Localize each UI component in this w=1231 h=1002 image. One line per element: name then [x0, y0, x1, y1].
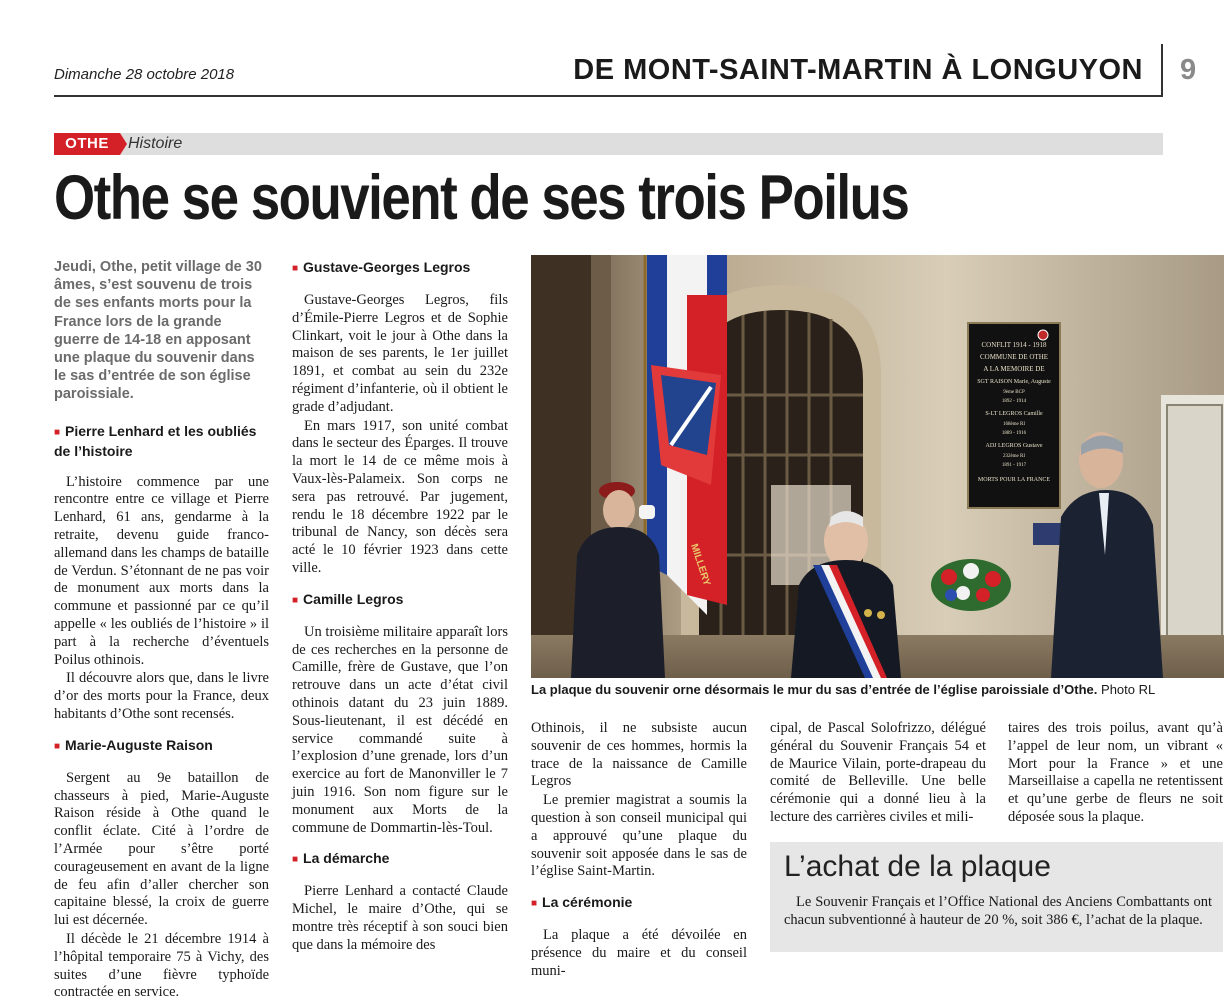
paragraph: Othinois, il ne subsiste aucun souvenir de ces hommes, hormis la trace de la naissance de Camille Legros — [531, 720, 747, 790]
svg-text:9ème BCP: 9ème BCP — [1003, 390, 1025, 395]
subhead-camille: ■ Camille Legros — [292, 590, 508, 610]
caption-text: La plaque du souvenir orne désormais le mur du sas d’entrée de l’église paroissiale d’Othe. — [531, 682, 1098, 697]
header-rule — [54, 95, 1163, 97]
column-2 — [292, 258, 508, 955]
subhead-raison: ■ Marie-Auguste Raison — [54, 736, 269, 756]
svg-text:SGT RAISON Marie, Auguste: SGT RAISON Marie, Auguste — [977, 379, 1051, 385]
flag-inscription: MILLERY — [688, 542, 713, 588]
svg-text:MORTS POUR LA FRANCE: MORTS POUR LA FRANCE — [977, 477, 1051, 483]
info-box-title: L’achat de la plaque — [784, 850, 1051, 883]
column-5 — [1008, 720, 1223, 827]
info-box — [770, 842, 1223, 952]
paragraph: Un troisième militaire apparaît lors de ces recherches en la personne de Camille, frère de Gustave, que l’on retrouve dans un acte d’état civil othinois datant du 23 juin 1889. Sous-lieutenant, il est décédé en service commandé suite à l’explosion d’une grenade, lors d’un exercice au fort de Manonviller le 7 juin 1916. Son nom figure sur le monument aux Morts de la commune de Dommartin-lès-Toul. — [292, 623, 508, 836]
column-1 — [54, 258, 269, 1002]
kicker-bar — [54, 133, 1163, 155]
paragraph: Il décède le 21 décembre 1914 à l’hôpital temporaire 75 à Vichy, des suites d’une fièvre typhoïde contractée en service. — [54, 930, 269, 1001]
page-number: 9 — [1180, 54, 1197, 86]
subhead-lenhard: ■ Pierre Lenhard et les oubliés de l’histoire — [54, 422, 269, 460]
paragraph: Le Souvenir Français et l’Office National des Anciens Combattants ont chacun subventionné à hauteur de 20 %, soit 386 €, l’achat de la plaque. — [784, 894, 1212, 928]
info-box-text — [784, 894, 1212, 929]
header-separator — [1161, 44, 1163, 96]
paragraph: Il découvre alors que, dans le livre d’or des morts pour la France, deux habitants d’Othe sont recensés. — [54, 670, 269, 722]
svg-text:168ème RI: 168ème RI — [1002, 422, 1026, 427]
subhead-demarche: ■ La démarche — [292, 849, 508, 869]
kicker-tag: OTHE — [54, 133, 120, 155]
kicker-rubric: Histoire — [128, 135, 183, 152]
headline: Othe se souvient de ses trois Poilus — [54, 163, 909, 233]
svg-text:1891 - 1917: 1891 - 1917 — [1001, 463, 1027, 468]
svg-text:ADJ LEGROS Gustave: ADJ LEGROS Gustave — [985, 443, 1043, 449]
paragraph: La plaque a été dévoilée en présence du maire et du conseil muni- — [531, 927, 747, 979]
photo-credit: Photo RL — [1101, 682, 1156, 697]
paragraph: Sergent au 9e bataillon de chasseurs à pied, Marie-Auguste Raison réside à Othe quand le conflit éclate. Cité à l’ordre de l’Armée pour s’être porté courageusement en avant de la ligne de feu afin d’aller chercher son capitaine blessé, la croix de guerre lui est décernée. — [54, 769, 269, 929]
paragraph: Gustave-Georges Legros, fils d’Émile-Pierre Legros et de Sophie Clinkart, voit le jour à Othe dans la maison de ses parents, le 1er juillet 1891, et combat au sein du 232e régiment d’infanterie, où il obtient le grade d’adjudant. — [292, 292, 508, 415]
svg-text:S-LT LEGROS Camille: S-LT LEGROS Camille — [985, 411, 1043, 417]
svg-text:CONFLIT 1914 - 1918: CONFLIT 1914 - 1918 — [981, 341, 1047, 349]
column-3 — [531, 720, 747, 981]
lead-paragraph: Jeudi, Othe, petit village de 30 âmes, s’est souvenu de trois de ses enfants morts pour la France lors de la grande guerre de 14-18 en apposant une plaque du souvenir dans le sas d’entrée de son église paroissiale. — [54, 259, 262, 403]
svg-text:1892 - 1914: 1892 - 1914 — [1001, 399, 1027, 404]
paragraph: Pierre Lenhard a contacté Claude Michel, le maire d’Othe, qui se montre très réceptif à son souci bien que dans la mémoire des — [292, 883, 508, 953]
subhead-ceremonie: ■ La cérémonie — [531, 893, 747, 913]
paragraph: cipal, de Pascal Solofrizzo, délégué général du Souvenir Français 54 et de Maurice Vilain, porte-drapeau du comité de Belleville. Une belle cérémonie qui a donné lieu à la lecture des carrières civiles et mili- — [770, 720, 986, 825]
subhead-gustave: ■ Gustave-Georges Legros — [292, 258, 508, 278]
paragraph: L’histoire commence par une rencontre entre ce village et Pierre Lenhard, 61 ans, gendarme à la retraite, devenu guide franco-allemand dans les champs de bataille de Verdun. S’étonnant de ne pas voir de monument aux morts dans la commune et passionné par ce qu’il appelle « les oubliés de l’histoire » il part à la recherche d’éventuels Poilus othinois. — [54, 473, 269, 668]
paragraph: taires des trois poilus, avant qu’à l’appel de leur nom, un vibrant « Mort pour la France » et une Marseillaise a capella ne retentissent et qu’une gerbe de fleurs ne soit déposée sous la plaque. — [1008, 720, 1223, 825]
svg-text:COMMUNE DE OTHE: COMMUNE DE OTHE — [979, 353, 1049, 361]
svg-text:1889 - 1916: 1889 - 1916 — [1001, 431, 1027, 436]
header-date: Dimanche 28 octobre 2018 — [54, 66, 235, 83]
column-4 — [770, 720, 986, 827]
paragraph: Le premier magistrat a soumis la question à son conseil municipal qui a approuvé qu’une plaque du souvenir soit apposée dans le sas de l’église Saint-Martin. — [531, 792, 747, 880]
svg-text:A LA MEMOIRE DE: A LA MEMOIRE DE — [983, 365, 1045, 373]
section-title: DE MONT-SAINT-MARTIN À LONGUYON — [573, 54, 1143, 86]
svg-text:232ème RI: 232ème RI — [1002, 454, 1026, 459]
photo-caption — [531, 682, 1155, 698]
paragraph: En mars 1917, son unité combat dans le secteur des Éparges. Il trouve la mort le 14 de ce même mois à Vaux-lès-Palameix. Son corps ne sera pas retrouvé. Par jugement, rendu le 18 décembre 1922 par le tribunal de Nancy, son décès sera acté le 10 février 1923 dans cette ville. — [292, 417, 508, 576]
article-photo — [531, 255, 1224, 678]
